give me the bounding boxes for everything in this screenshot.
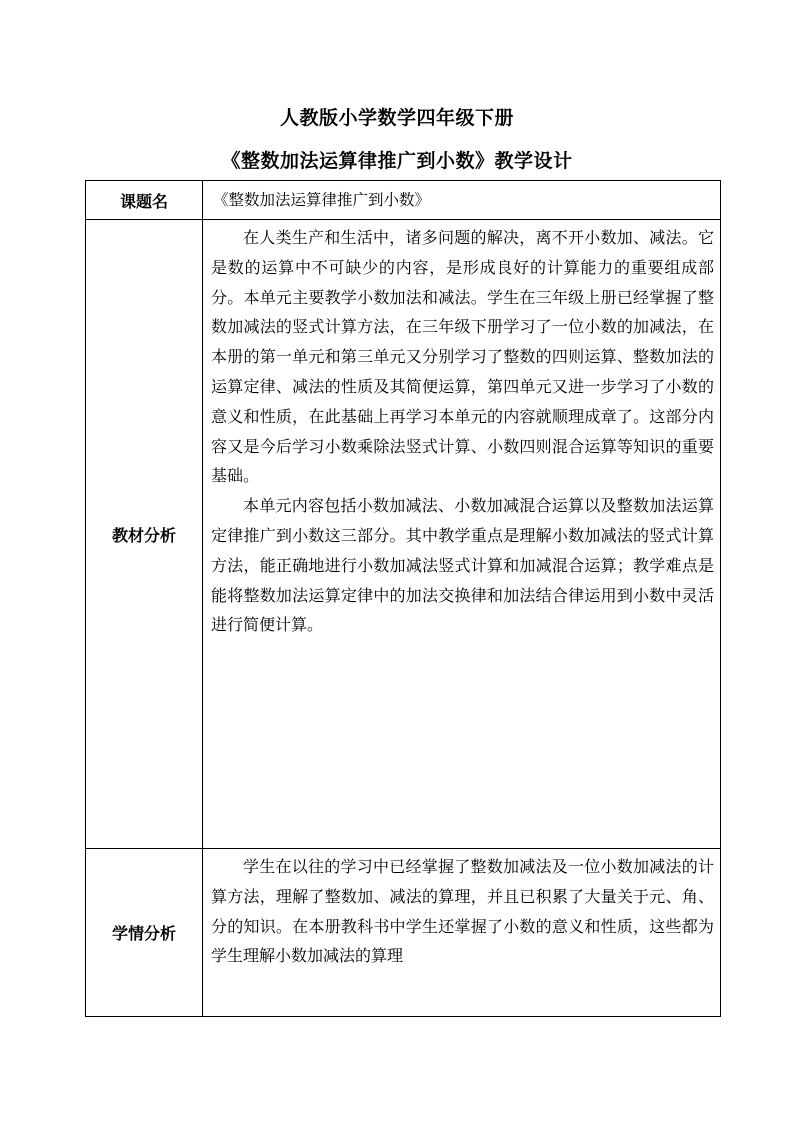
- topic-value: 《整数加法运算律推广到小数》: [203, 181, 721, 220]
- student-analysis-paragraph-1: 学生在以往的学习中已经掌握了整数加减法及一位小数加减法的计算方法，理解了整数加、减法的算理，并且已积累了大量关于元、角、分的知识。在本册教科书中学生还掌握了小数的意义和性质，这些都为学生理解小数加减法的算理: [211, 857, 714, 966]
- page-title-line2: 《整数加法运算律推广到小数》教学设计: [221, 150, 573, 172]
- table-row-material-analysis: [86, 220, 721, 849]
- material-analysis-content: [203, 220, 721, 849]
- page-title-line1: 人教版小学数学四年级下册: [279, 107, 514, 129]
- student-analysis-content: [203, 849, 721, 1017]
- material-analysis-paragraph-2: 本单元内容包括小数加减法、小数加减混合运算以及整数加法运算定律推广到小数这三部分。其中教学重点是理解小数加减法的竖式计算方法，能正确地进行小数加减法竖式计算和加减混合运算；教学难点是能将整数加法运算定律中的加法交换律和加法结合律运用到小数中灵活进行简便计算。: [211, 496, 714, 635]
- table-row-topic: [86, 181, 721, 220]
- material-analysis-label: 教材分析: [86, 220, 203, 849]
- topic-label: 课题名: [86, 181, 203, 220]
- lesson-plan-table: [85, 180, 721, 1017]
- table-row-student-analysis: [86, 849, 721, 1017]
- material-analysis-paragraph-1: 在人类生产和生活中，诸多问题的解决，离不开小数加、减法。它是数的运算中不可缺少的内容，是形成良好的计算能力的重要组成部分。本单元主要教学小数加法和减法。学生在三年级上册已经掌握了整数加减法的竖式计算方法，在三年级下册学习了一位小数的加减法，在本册的第一单元和第三单元又分别学习了整数的四则运算、整数加法的运算定律、减法的性质及其简便运算，第四单元又进一步学习了小数的意义和性质，在此基础上再学习本单元的内容就顺理成章了。这部分内容又是今后学习小数乘除法竖式计算、小数四则混合运算等知识的重要基础。: [211, 228, 714, 486]
- student-analysis-label: 学情分析: [86, 849, 203, 1017]
